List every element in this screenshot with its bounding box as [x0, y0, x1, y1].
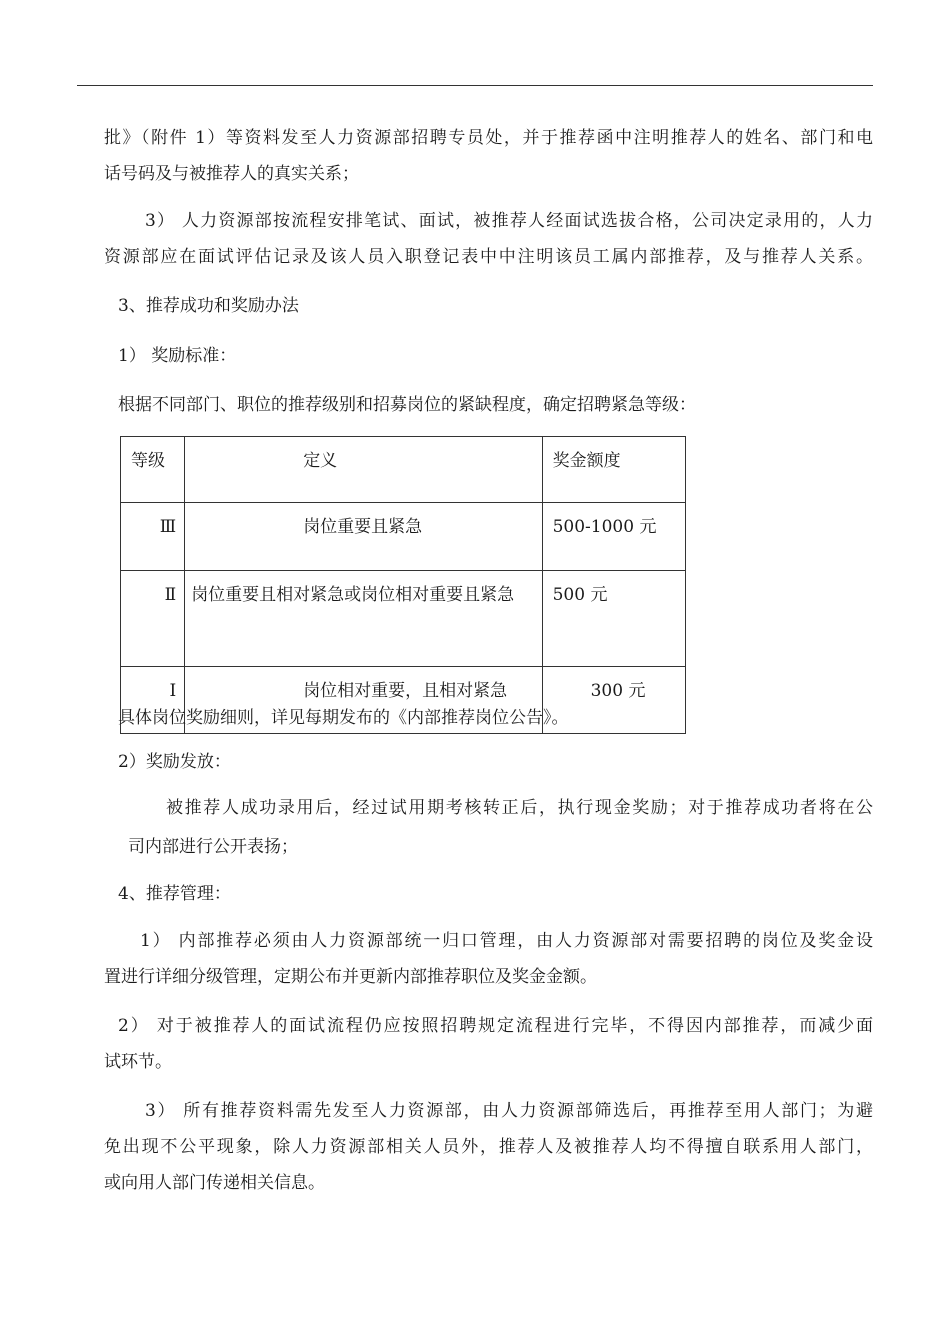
table-row [121, 571, 686, 667]
paragraph-line: 具体岗位奖励细则，详见每期发布的《内部推荐岗位公告》。 [118, 708, 569, 728]
grade-cell: Ⅰ [121, 667, 185, 734]
paragraph-line: 试环节。 [104, 1052, 172, 1072]
paragraph-line: 话号码及与被推荐人的真实关系； [104, 164, 359, 184]
definition-cell: 岗位重要且紧急 [185, 503, 542, 571]
paragraph-line: 司内部进行公开表扬； [128, 837, 298, 857]
amount-cell: 300 元 [542, 667, 685, 734]
paragraph-line: 1） 内部推荐必须由人力资源部统一归口管理，由人力资源部对需要招聘的岗位及奖金设 [140, 931, 873, 951]
table-header-row [121, 437, 686, 503]
paragraph-line: 被推荐人成功录用后，经过试用期考核转正后，执行现金奖励；对于推荐成功者将在公 [166, 798, 873, 818]
table-row [121, 503, 686, 571]
paragraph-line: 置进行详细分级管理，定期公布并更新内部推荐职位及奖金金额。 [104, 967, 597, 987]
definition-cell: 岗位相对重要，且相对紧急 [185, 667, 542, 734]
subsection-heading: 1） 奖励标准： [118, 346, 237, 366]
table-header-cell: 定义 [185, 437, 542, 503]
paragraph-line: 根据不同部门、职位的推荐级别和招募岗位的紧缺程度，确定招聘紧急等级： [118, 395, 696, 415]
amount-cell: 500 元 [542, 571, 685, 667]
paragraph-line: 资源部应在面试评估记录及该人员入职登记表中中注明该员工属内部推荐，及与推荐人关系。 [104, 247, 873, 267]
paragraph-line: 2） 对于被推荐人的面试流程仍应按照招聘规定流程进行完毕，不得因内部推荐，而减少面 [118, 1016, 873, 1036]
grade-cell: Ⅲ [121, 503, 185, 571]
subsection-heading: 2）奖励发放： [118, 752, 231, 772]
definition-cell: 岗位重要且相对紧急或岗位相对重要且紧急 [185, 571, 542, 667]
amount-cell: 500-1000 元 [542, 503, 685, 571]
table-header-cell: 奖金额度 [542, 437, 685, 503]
header-rule [77, 85, 873, 86]
section-heading: 4、推荐管理： [118, 884, 231, 904]
paragraph-line: 3） 所有推荐资料需先发至人力资源部，由人力资源部筛选后，再推荐至用人部门；为避 [145, 1101, 873, 1121]
paragraph-line: 3） 人力资源部按流程安排笔试、面试，被推荐人经面试选拔合格，公司决定录用的，人力 [145, 211, 873, 231]
grade-cell: Ⅱ [121, 571, 185, 667]
reward-grade-table [120, 436, 686, 734]
table-header-cell: 等级 [121, 437, 185, 503]
paragraph-line: 批》（附件 1）等资料发至人力资源部招聘专员处，并于推荐函中注明推荐人的姓名、部门和电 [104, 128, 873, 148]
paragraph-line: 或向用人部门传递相关信息。 [104, 1173, 325, 1193]
paragraph-line: 免出现不公平现象，除人力资源部相关人员外，推荐人及被推荐人均不得擅自联系用人部门， [104, 1137, 873, 1157]
section-heading: 3、推荐成功和奖励办法 [118, 296, 299, 316]
